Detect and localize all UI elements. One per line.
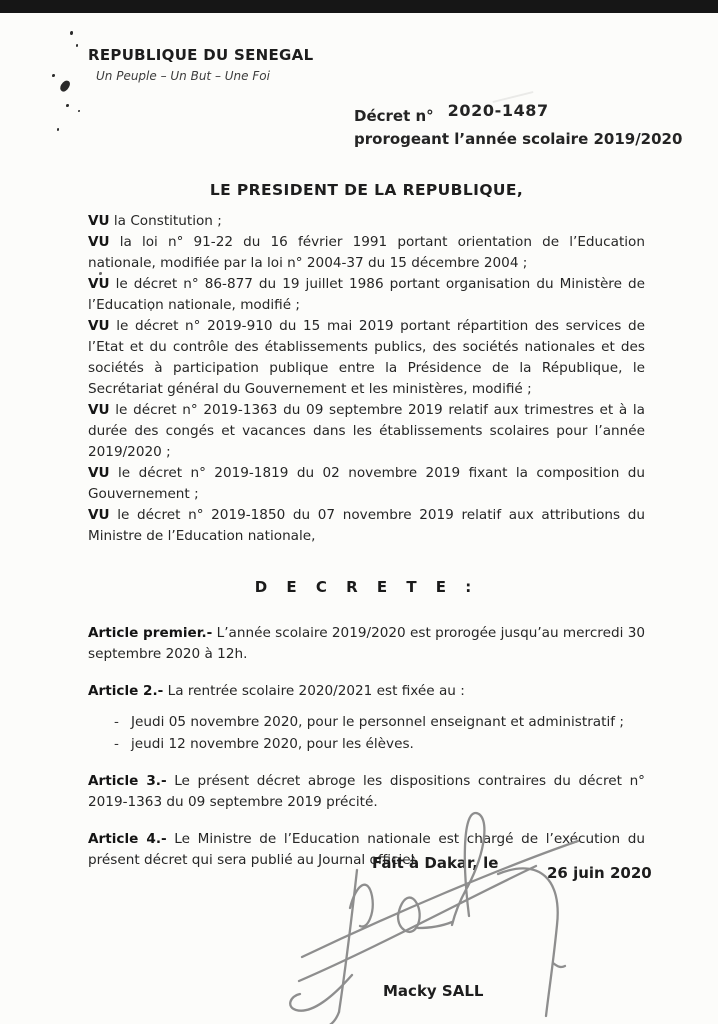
visa-text: le décret n° 2019-1850 du 07 novembre 2019 relatif aux attributions du Ministre de l’Education nationale, — [88, 507, 645, 544]
article-text: Le Ministre de l’Education nationale est chargé de l’exécution du présent décret qui sera publié au Journal officiel. — [88, 831, 645, 868]
ink-speck — [76, 44, 78, 47]
decree-label: Décret n° — [354, 107, 434, 125]
visa-lead: VU — [88, 318, 110, 334]
visa-lead: VU — [88, 234, 110, 250]
decree-subject: prorogeant l’année scolaire 2019/2020 — [354, 130, 683, 148]
visa-lead: VU — [88, 507, 110, 523]
visa-paragraph — [88, 232, 645, 274]
ink-speck — [66, 104, 69, 107]
article-label: Article 4.- — [88, 831, 167, 847]
ink-speck — [57, 128, 59, 131]
visa-text: le décret n° 2019-1363 du 09 septembre 2019 relatif aux trimestres et à la durée des congés et vacances dans les établissements scolaires pour l’année 2019/2020 ; — [88, 402, 645, 460]
ink-speck — [52, 74, 55, 77]
enactment-heading: D E C R E T E : — [254, 578, 479, 596]
visa-text: le décret n° 2019-1819 du 02 novembre 2019 fixant la composition du Gouvernement ; — [88, 465, 645, 502]
decree-number: 2020-1487 — [447, 101, 549, 120]
visa-paragraph — [88, 400, 645, 463]
visa-paragraph — [88, 463, 645, 505]
article-2 — [88, 681, 645, 702]
ink-speck — [70, 31, 73, 35]
visa-lead: VU — [88, 465, 110, 481]
list-item-text: Jeudi 05 novembre 2020, pour le personnel enseignant et administratif ; — [131, 714, 624, 730]
visa-text: la Constitution ; — [113, 213, 222, 229]
visa-paragraph — [88, 211, 645, 232]
list-item — [114, 712, 645, 734]
list-item — [114, 734, 645, 756]
article-3 — [88, 771, 645, 813]
article-text: La rentrée scolaire 2020/2021 est fixée au : — [167, 683, 465, 699]
country-title: REPUBLIQUE DU SENEGAL — [88, 46, 314, 64]
ink-speck — [59, 79, 72, 93]
national-motto: Un Peuple – Un But – Une Foi — [96, 69, 270, 83]
visa-text: la loi n° 91-22 du 16 février 1991 portant orientation de l’Education nationale, modifiée par la loi n° 2004-37 du 15 décembre 2004 ; — [88, 234, 645, 271]
decree-title-block — [354, 101, 683, 148]
article-text: Le présent décret abroge les dispositions contraires du décret n° 2019-1363 du 09 septembre 2019 précité. — [88, 773, 645, 810]
decree-body — [88, 211, 645, 887]
visa-lead: VU — [88, 213, 110, 229]
ink-speck — [78, 110, 80, 112]
visa-lead: VU — [88, 402, 110, 418]
article-1 — [88, 623, 645, 665]
signer-name: Macky SALL — [383, 982, 484, 1000]
article-label: Article 3.- — [88, 773, 167, 789]
visa-paragraph — [88, 274, 645, 316]
place-and-date-line: Fait à Dakar, le — [372, 854, 499, 872]
decree-date: 26 juin 2020 — [547, 864, 652, 882]
scan-artifact-top-bar — [0, 0, 718, 13]
visa-paragraph — [88, 505, 645, 547]
visa-text: le décret n° 86-877 du 19 juillet 1986 portant organisation du Ministère de l’Education nationale, modifié ; — [88, 276, 645, 313]
salutation-heading: LE PRESIDENT DE LA REPUBLIQUE, — [209, 181, 524, 199]
letterhead — [88, 46, 313, 83]
article-label: Article premier.- — [88, 625, 213, 641]
visa-paragraph — [88, 316, 645, 400]
visa-lead: VU — [88, 276, 110, 292]
article-text: L’année scolaire 2019/2020 est prorogée jusqu’au mercredi 30 septembre 2020 à 12h. — [88, 625, 645, 662]
visa-text: le décret n° 2019-910 du 15 mai 2019 portant répartition des services de l’Etat et du contrôle des établissements publics, des sociétés nationales et des sociétés à participation publique entre la Présidence de la République, le Secrétariat général du Gouvernement et les ministères, modifié ; — [88, 318, 645, 397]
article-2-list — [88, 712, 645, 755]
list-item-text: jeudi 12 novembre 2020, pour les élèves. — [131, 735, 414, 752]
article-label: Article 2.- — [88, 683, 164, 699]
